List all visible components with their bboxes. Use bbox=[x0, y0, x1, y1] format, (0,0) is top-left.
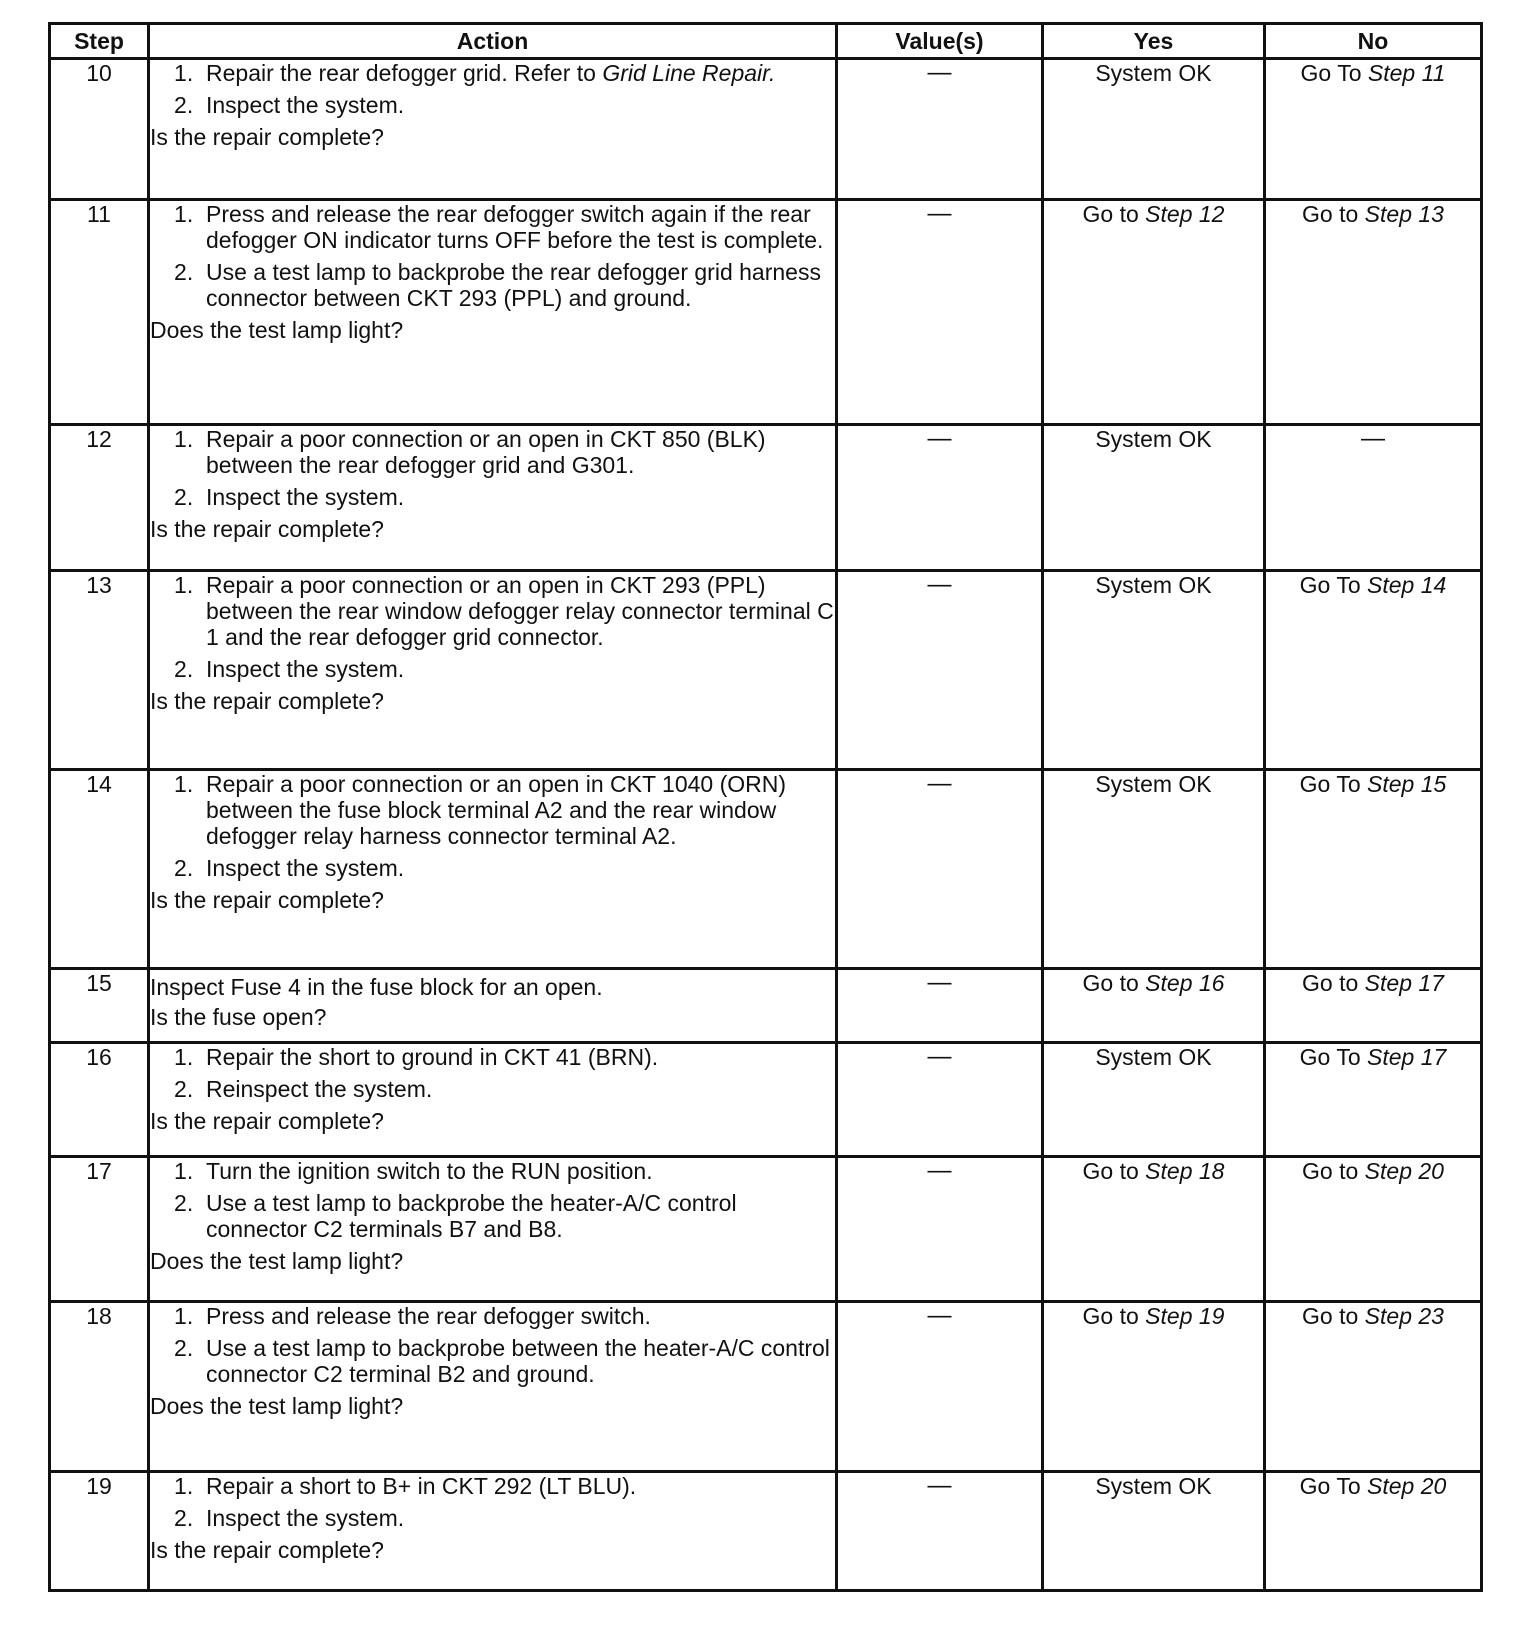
no-step-link[interactable]: Step 20 bbox=[1364, 1158, 1444, 1184]
action-item: 2. Inspect the system. bbox=[206, 656, 835, 682]
yes-text: System OK bbox=[1095, 60, 1212, 86]
action-cell bbox=[149, 200, 837, 425]
value-cell: — bbox=[837, 425, 1043, 571]
table-row bbox=[50, 969, 1482, 1043]
yes-text: System OK bbox=[1095, 1473, 1212, 1499]
question-text: Is the repair complete? bbox=[150, 516, 384, 542]
no-step-link[interactable]: Step 11 bbox=[1367, 60, 1446, 86]
header-yes: Yes bbox=[1043, 24, 1265, 59]
action-item: 2. Inspect the system. bbox=[206, 484, 835, 510]
action-item: 1. Repair the short to ground in CKT 41 (BRN). bbox=[206, 1044, 835, 1070]
value-cell: — bbox=[837, 1302, 1043, 1472]
yes-cell bbox=[1043, 1472, 1265, 1591]
no-step-link[interactable]: Step 23 bbox=[1364, 1303, 1444, 1329]
yes-cell bbox=[1043, 969, 1265, 1043]
action-item: 2. Inspect the system. bbox=[206, 855, 835, 881]
no-step-link[interactable]: Step 20 bbox=[1367, 1473, 1447, 1499]
no-text: Go To bbox=[1299, 1473, 1368, 1499]
yes-step-link[interactable]: Step 18 bbox=[1145, 1158, 1225, 1184]
yes-cell bbox=[1043, 59, 1265, 200]
header-action: Action bbox=[149, 24, 837, 59]
action-item: 2. Inspect the system. bbox=[206, 92, 835, 118]
header-values: Value(s) bbox=[837, 24, 1043, 59]
action-cell bbox=[149, 1157, 837, 1302]
header-step: Step bbox=[50, 24, 149, 59]
question-text: Is the fuse open? bbox=[150, 1004, 327, 1030]
action-item: 2. Reinspect the system. bbox=[206, 1076, 835, 1102]
table-row bbox=[50, 1157, 1482, 1302]
action-item: 2. Inspect the system. bbox=[206, 1505, 835, 1531]
no-text: Go to bbox=[1302, 1303, 1365, 1329]
yes-text: Go to bbox=[1082, 1303, 1146, 1329]
no-cell bbox=[1265, 59, 1482, 200]
action-item: 1. Repair a poor connection or an open in CKT 293 (PPL) between the rear window defogger relay connector terminal C 1 and the rear defogger grid connector. bbox=[206, 572, 835, 650]
yes-cell bbox=[1043, 425, 1265, 571]
question-text: Is the repair complete? bbox=[150, 1537, 384, 1563]
action-item: 1. Turn the ignition switch to the RUN position. bbox=[206, 1158, 835, 1184]
value-cell: — bbox=[837, 1043, 1043, 1157]
action-cell bbox=[149, 571, 837, 770]
yes-text: System OK bbox=[1095, 426, 1212, 452]
value-cell: — bbox=[837, 59, 1043, 200]
question-text: Is the repair complete? bbox=[150, 1108, 384, 1134]
procedure-reference: Grid Line Repair. bbox=[602, 60, 776, 86]
no-cell bbox=[1265, 969, 1482, 1043]
step-number: 14 bbox=[50, 770, 149, 969]
question-text: Is the repair complete? bbox=[150, 887, 384, 913]
no-cell bbox=[1265, 200, 1482, 425]
table-row bbox=[50, 425, 1482, 571]
yes-cell bbox=[1043, 1043, 1265, 1157]
no-text: Go to bbox=[1302, 970, 1365, 996]
step-number: 12 bbox=[50, 425, 149, 571]
table-row bbox=[50, 571, 1482, 770]
action-cell bbox=[149, 969, 837, 1043]
action-item: 1. Press and release the rear defogger switch. bbox=[206, 1303, 835, 1329]
question-text: Is the repair complete? bbox=[150, 124, 384, 150]
yes-step-link[interactable]: Step 16 bbox=[1145, 970, 1225, 996]
no-text: Go To bbox=[1299, 771, 1368, 797]
step-number: 15 bbox=[50, 969, 149, 1043]
value-cell: — bbox=[837, 200, 1043, 425]
yes-cell bbox=[1043, 571, 1265, 770]
yes-cell bbox=[1043, 1157, 1265, 1302]
step-number: 17 bbox=[50, 1157, 149, 1302]
value-cell: — bbox=[837, 571, 1043, 770]
no-text: Go To bbox=[1299, 572, 1368, 598]
no-cell bbox=[1265, 1472, 1482, 1591]
diagnostic-table bbox=[48, 22, 1483, 1592]
yes-step-link[interactable]: Step 19 bbox=[1145, 1303, 1225, 1329]
action-cell bbox=[149, 59, 837, 200]
action-item: 2. Use a test lamp to backprobe the rear defogger grid harness connector between CKT 293 (PPL) and ground. bbox=[206, 259, 835, 311]
step-number: 18 bbox=[50, 1302, 149, 1472]
step-number: 10 bbox=[50, 59, 149, 200]
step-number: 16 bbox=[50, 1043, 149, 1157]
step-number: 13 bbox=[50, 571, 149, 770]
no-text: Go To bbox=[1300, 60, 1368, 86]
no-step-link[interactable]: Step 17 bbox=[1367, 1044, 1447, 1070]
value-cell: — bbox=[837, 770, 1043, 969]
question-text: Is the repair complete? bbox=[150, 688, 384, 714]
yes-cell bbox=[1043, 200, 1265, 425]
table-row bbox=[50, 1302, 1482, 1472]
question-text: Does the test lamp light? bbox=[150, 317, 404, 343]
action-text: Repair the rear defogger grid. Refer to bbox=[206, 60, 603, 86]
yes-text: System OK bbox=[1095, 572, 1212, 598]
no-cell bbox=[1265, 1157, 1482, 1302]
action-cell bbox=[149, 425, 837, 571]
action-cell bbox=[149, 770, 837, 969]
no-cell bbox=[1265, 770, 1482, 969]
header-no: No bbox=[1265, 24, 1482, 59]
step-number: 19 bbox=[50, 1472, 149, 1591]
no-text: Go to bbox=[1302, 1158, 1365, 1184]
action-item: 1. Repair a short to B+ in CKT 292 (LT BLU). bbox=[206, 1473, 835, 1499]
step-number: 11 bbox=[50, 200, 149, 425]
no-step-link[interactable]: Step 14 bbox=[1367, 572, 1447, 598]
action-text: Inspect Fuse 4 in the fuse block for an open. bbox=[150, 974, 603, 1000]
action-item: 1. Repair a poor connection or an open in CKT 1040 (ORN) between the fuse block terminal A2 and the rear window defogger relay harness connector terminal A2. bbox=[206, 771, 835, 849]
action-item bbox=[206, 60, 835, 86]
table-row bbox=[50, 1472, 1482, 1591]
yes-text: System OK bbox=[1095, 1044, 1212, 1070]
yes-cell bbox=[1043, 770, 1265, 969]
action-cell bbox=[149, 1043, 837, 1157]
table-row bbox=[50, 200, 1482, 425]
no-text: Go to bbox=[1302, 201, 1365, 227]
no-step-link[interactable]: Step 17 bbox=[1364, 970, 1444, 996]
no-step-link[interactable]: Step 13 bbox=[1364, 201, 1444, 227]
action-cell bbox=[149, 1302, 837, 1472]
table-row bbox=[50, 1043, 1482, 1157]
question-text: Does the test lamp light? bbox=[150, 1248, 404, 1274]
action-item: 1. Repair a poor connection or an open in CKT 850 (BLK) between the rear defogger grid and G301. bbox=[206, 426, 835, 478]
yes-text: Go to bbox=[1082, 201, 1146, 227]
table-row bbox=[50, 770, 1482, 969]
question-text: Does the test lamp light? bbox=[150, 1393, 404, 1419]
no-text: Go To bbox=[1299, 1044, 1368, 1070]
action-item: 2. Use a test lamp to backprobe the heater-A/C control connector C2 terminals B7 and B8. bbox=[206, 1190, 835, 1242]
table-row bbox=[50, 59, 1482, 200]
yes-cell bbox=[1043, 1302, 1265, 1472]
header-row bbox=[50, 24, 1482, 59]
no-cell: — bbox=[1265, 425, 1482, 571]
yes-step-link[interactable]: Step 12 bbox=[1145, 201, 1225, 227]
yes-text: Go to bbox=[1082, 970, 1146, 996]
value-cell: — bbox=[837, 1157, 1043, 1302]
no-cell bbox=[1265, 1302, 1482, 1472]
value-cell: — bbox=[837, 1472, 1043, 1591]
action-item: 2. Use a test lamp to backprobe between the heater-A/C control connector C2 terminal B2 and ground. bbox=[206, 1335, 835, 1387]
action-item: 1. Press and release the rear defogger switch again if the rear defogger ON indicator turns OFF before the test is complete. bbox=[206, 201, 835, 253]
no-step-link[interactable]: Step 15 bbox=[1367, 771, 1447, 797]
value-cell: — bbox=[837, 969, 1043, 1043]
yes-text: Go to bbox=[1082, 1158, 1146, 1184]
action-cell bbox=[149, 1472, 837, 1591]
no-cell bbox=[1265, 1043, 1482, 1157]
no-cell bbox=[1265, 571, 1482, 770]
yes-text: System OK bbox=[1095, 771, 1212, 797]
